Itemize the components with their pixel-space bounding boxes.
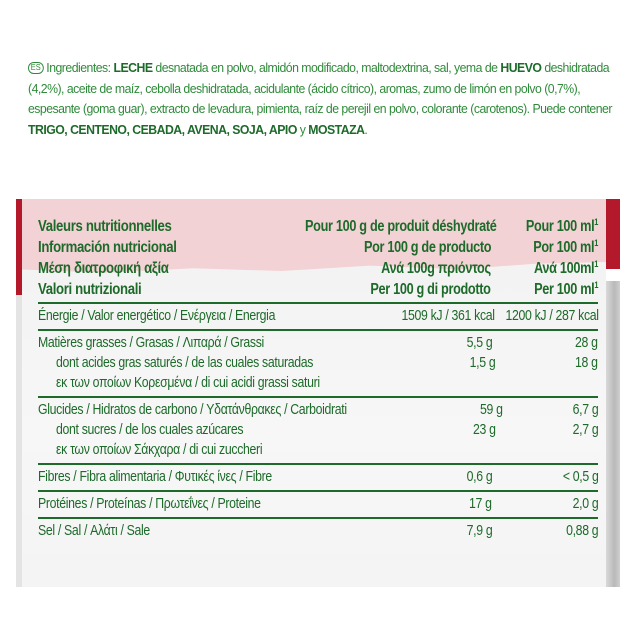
header-per100g: Ανά 100g πριόντος xyxy=(381,260,492,277)
red-accent-left xyxy=(16,199,22,295)
header-per100g: Por 100 g de producto xyxy=(363,239,492,256)
ingredients-text xyxy=(28,58,619,140)
table-row xyxy=(38,420,598,440)
red-accent-right xyxy=(606,199,620,269)
header-title: Valeurs nutritionnelles xyxy=(38,218,172,235)
header-row-it xyxy=(38,279,598,300)
table-row xyxy=(38,467,598,487)
footnote-mark: 1 xyxy=(594,217,598,227)
table-row xyxy=(38,353,598,373)
nutrient-label: dont acides gras saturés / de las cuales saturadas xyxy=(56,354,314,371)
table-row xyxy=(38,373,598,393)
nutrient-group-salt xyxy=(38,517,598,544)
value-per-100ml: 28 g xyxy=(575,334,598,351)
ingredients-label: Ingredientes: xyxy=(46,60,111,75)
footnote-mark: 1 xyxy=(594,280,598,290)
footnote-mark: 1 xyxy=(594,238,598,248)
value-per-100g: 23 g xyxy=(472,421,496,438)
table-row xyxy=(38,521,598,541)
value-per-100ml: 6,7 g xyxy=(572,401,598,418)
panel-edge-right xyxy=(606,281,620,587)
value-per-100g: 1,5 g xyxy=(469,354,496,371)
footnote-mark: 1 xyxy=(594,259,598,269)
header-per100ml: Por 100 ml xyxy=(533,239,595,256)
value-per-100ml: 18 g xyxy=(575,354,598,371)
ingredient-text: desnatada en polvo, almidón modificado, maltodextrina, sal, yema de xyxy=(152,60,501,75)
value-per-100g: 7,9 g xyxy=(466,522,492,539)
table-row xyxy=(38,400,598,420)
header-row-el xyxy=(38,258,598,279)
allergen-text: TRIGO, CENTENO, CEBADA, AVENA, SOJA, APIO xyxy=(28,121,297,137)
value-per-100g: 1509 kJ / 361 kcal xyxy=(401,307,495,324)
nutrient-group-carbs xyxy=(38,396,598,463)
header-per100g: Pour 100 g de produit déshydraté xyxy=(304,218,497,235)
value-per-100ml: 2,7 g xyxy=(572,421,598,438)
nutrient-group-fibre xyxy=(38,463,598,490)
value-per-100g: 5,5 g xyxy=(466,334,492,351)
nutrient-label: Matières grasses / Grasas / Λιπαρά / Grassi xyxy=(38,334,264,351)
value-per-100g: 0,6 g xyxy=(466,468,492,485)
header-title: Μέση διατροφική αξία xyxy=(38,260,169,277)
nutrient-label: Fibres / Fibra alimentaria / Φυτικές ίνες / Fibre xyxy=(38,468,272,485)
nutrition-header xyxy=(38,216,598,300)
ingredient-text: deshidratada (4,2%), aceite de maíz, cebolla deshidratada, acidulante (ácido cítrico), aromas, zumo de limón en polvo (0,7%), espesante (goma guar), extracto de levadura, pimienta, raíz de perejil en polvo, colorante (carotenos). Puede contener xyxy=(28,60,612,116)
nutrient-label: Glucides / Hidratos de carbono / Υδατάνθρακες / Carboidrati xyxy=(38,401,347,418)
table-row xyxy=(38,440,598,460)
header-per100ml: Pour 100 ml xyxy=(525,218,595,235)
language-badge-es: ES xyxy=(28,62,44,74)
header-row-es xyxy=(38,237,598,258)
nutrition-table xyxy=(38,302,598,544)
value-per-100g: 59 g xyxy=(479,401,503,418)
value-per-100ml: 1200 kJ / 287 kcal xyxy=(505,307,599,324)
nutrient-group-protein xyxy=(38,490,598,517)
header-title: Información nutricional xyxy=(38,239,177,256)
nutrient-label: εκ των οποίων Κορεσμένα / di cui acidi grassi saturi xyxy=(56,374,320,391)
allergen-text: MOSTAZA xyxy=(308,121,365,137)
table-row xyxy=(38,494,598,514)
nutrient-label: Énergie / Valor energético / Ενέργεια / Energia xyxy=(38,307,276,324)
table-row xyxy=(38,306,598,326)
nutrient-label: Protéines / Proteínas / Πρωτεΐνες / Proteine xyxy=(38,495,261,512)
table-row xyxy=(38,333,598,353)
allergen-text: HUEVO xyxy=(500,60,542,75)
nutrient-label: dont sucres / de los cuales azúcares xyxy=(56,421,244,438)
nutrient-group-energy xyxy=(38,302,598,329)
header-per100ml: Ανά 100ml xyxy=(534,260,595,277)
allergen-text: LECHE xyxy=(113,60,153,75)
header-title: Valori nutrizionali xyxy=(38,281,142,298)
value-per-100ml: 2,0 g xyxy=(572,495,598,512)
ingredients-list xyxy=(28,60,612,137)
panel-edge-left xyxy=(16,281,22,587)
nutrient-group-fat xyxy=(38,329,598,396)
nutrient-label: εκ των οποίων Σάκχαρα / di cui zuccheri xyxy=(56,441,263,458)
nutrient-label: Sel / Sal / Αλάτι / Sale xyxy=(38,522,150,539)
value-per-100ml: 0,88 g xyxy=(565,522,598,539)
header-row-fr xyxy=(38,216,598,237)
header-per100ml: Per 100 ml xyxy=(533,281,595,298)
ingredient-text: y xyxy=(296,121,309,137)
ingredient-text: . xyxy=(364,121,368,137)
value-per-100g: 17 g xyxy=(469,495,492,512)
header-per100g: Per 100 g di prodotto xyxy=(370,281,492,298)
value-per-100ml: < 0,5 g xyxy=(562,468,598,485)
